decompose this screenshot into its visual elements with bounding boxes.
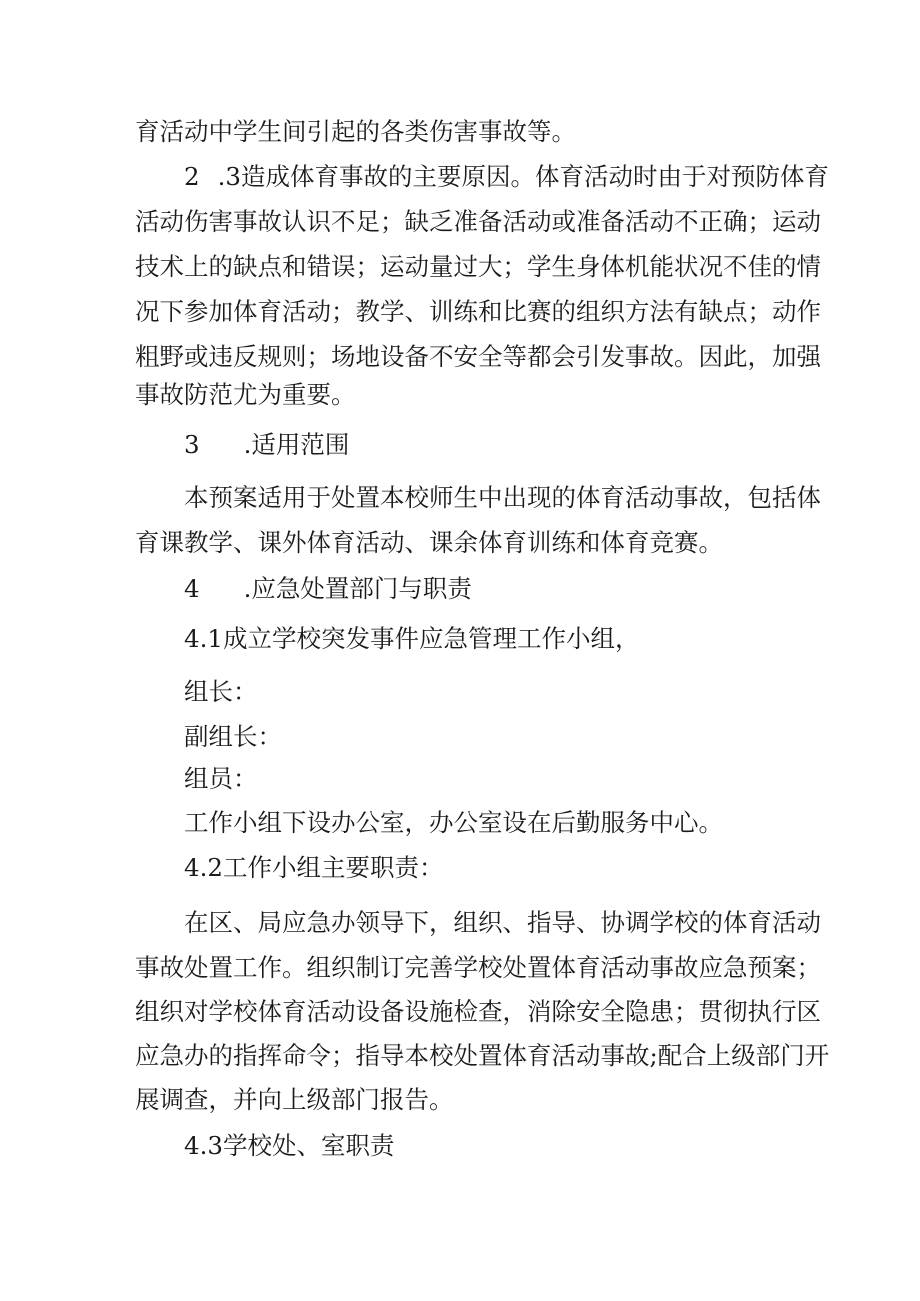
section-3-line-1: 本预案适用于处置本校师生中出现的体育活动事故，包括体 xyxy=(184,483,821,512)
section-title: .应急处置部门与职责 xyxy=(243,574,472,603)
section-2-3-line-4: 况下参加体育活动；教学、训练和比赛的组织方法有缺点；动作 xyxy=(135,297,821,326)
section-4-3-heading: 4.3学校处、室职责 xyxy=(184,1131,395,1160)
section-4-2-line-5: 展调查，并向上级部门报告。 xyxy=(135,1085,454,1114)
deputy-leader-label: 副组长： xyxy=(184,722,282,751)
members-label: 组员： xyxy=(184,764,258,793)
group-leader-label: 组长： xyxy=(184,677,258,706)
section-number: 2 xyxy=(184,162,200,191)
office-note: 工作小组下设办公室，办公室设在后勤服务中心。 xyxy=(184,808,723,837)
section-3-line-2: 育课教学、课外体育活动、课余体育训练和体育竞赛。 xyxy=(135,528,723,557)
section-4-heading xyxy=(184,574,472,604)
section-text: .3造成体育事故的主要原因。体育活动时由于对预防体育 xyxy=(217,162,829,191)
section-3-heading xyxy=(184,430,349,460)
section-title: .适用范围 xyxy=(243,430,350,459)
section-2-3-line-3: 技术上的缺点和错误；运动量过大；学生身体机能状况不佳的情 xyxy=(135,252,821,281)
section-number: 3 xyxy=(184,430,200,459)
section-2-3-line-5: 粗野或违反规则；场地设备不安全等都会引发事故。因此，加强 xyxy=(135,342,821,371)
section-4-2-heading: 4.2工作小组主要职责： xyxy=(184,853,444,882)
section-2-3-line-1 xyxy=(184,162,829,192)
section-2-3-line-6: 事故防范尤为重要。 xyxy=(135,380,356,409)
section-4-2-line-3: 组织对学校体育活动设备设施检查，消除安全隐患；贯彻执行区 xyxy=(135,997,821,1026)
paragraph-line-1: 育活动中学生间引起的各类伤害事故等。 xyxy=(135,117,576,146)
section-2-3-line-2: 活动伤害事故认识不足；缺乏准备活动或准备活动不正确；运动 xyxy=(135,207,821,236)
section-4-1-heading: 4.1成立学校突发事件应急管理工作小组， xyxy=(184,624,640,653)
section-4-2-line-2: 事故处置工作。组织制订完善学校处置体育活动事故应急预案； xyxy=(135,953,821,982)
section-4-2-line-1: 在区、局应急办领导下，组织、指导、协调学校的体育活动 xyxy=(184,908,821,937)
section-number: 4 xyxy=(184,574,200,603)
section-4-2-line-4: 应急办的指挥命令；指导本校处置体育活动事故;配合上级部门开 xyxy=(135,1041,830,1070)
